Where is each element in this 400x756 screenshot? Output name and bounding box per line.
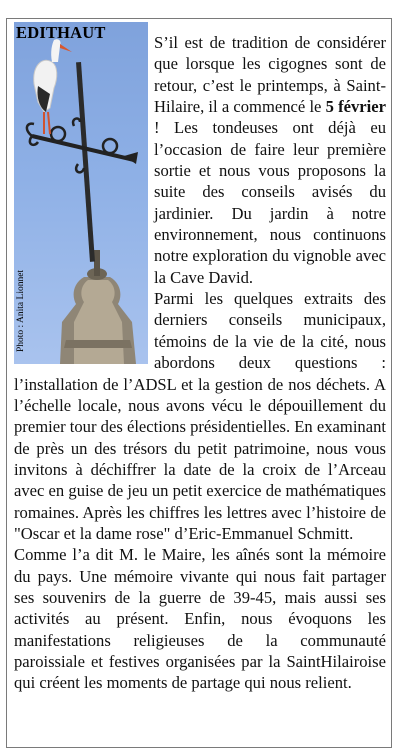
section-title: EDITHAUT xyxy=(16,23,106,42)
article-body xyxy=(14,32,386,694)
paragraph-1: S’il est de tradition de considérer que lorsque les cigognes sont de retour, c’est le printemps, à Saint-Hilaire, il a commencé le 5 février ! Les tondeuses ont déjà eu l’occasion de faire leur première sortie et nous vous proposons la suite des conseils avisés du jardinier. Du jardin à notre environnement, nous continuons notre exploration du vignoble avec la Cave David. xyxy=(154,33,387,287)
paragraph-2: Parmi les quelques extraits des derniers conseils municipaux, témoins de la vie de la cité, nous abordons deux questions : l’installation de l’ADSL et la gestion de nos déchets. A l’échelle locale, nous avons vécu le dépouillement du premier tour des élections présidentielles. En examinant de près un des trésors du petit patrimoine, nous vous invitons à déchiffrer la date de la croix de l’Arceau avec en guise de jeu un petit exercice de mathématiques romaines. Après les chiffres les lettres avec l’histoire de "Oscar et la dame rose" d’Eric-Emmanuel Schmitt. xyxy=(14,289,386,543)
highlighted-date: 5 février xyxy=(325,97,387,117)
photo-credit: Photo : Anita Lionnet xyxy=(16,269,26,352)
photo-float-spacer xyxy=(14,32,154,366)
paragraph-3: Comme l’a dit M. le Maire, les aînés sont la mémoire du pays. Une mémoire vivante qui nous fait partager ses souvenirs de la guerre de 39-45, mais aussi ses activités au présent. Enfin, nous évoquons les manifestations religieuses de la communauté paroissiale et festives organisées par la SaintHilairoise qui créent les moments de partage qui nous relient. xyxy=(14,545,386,693)
